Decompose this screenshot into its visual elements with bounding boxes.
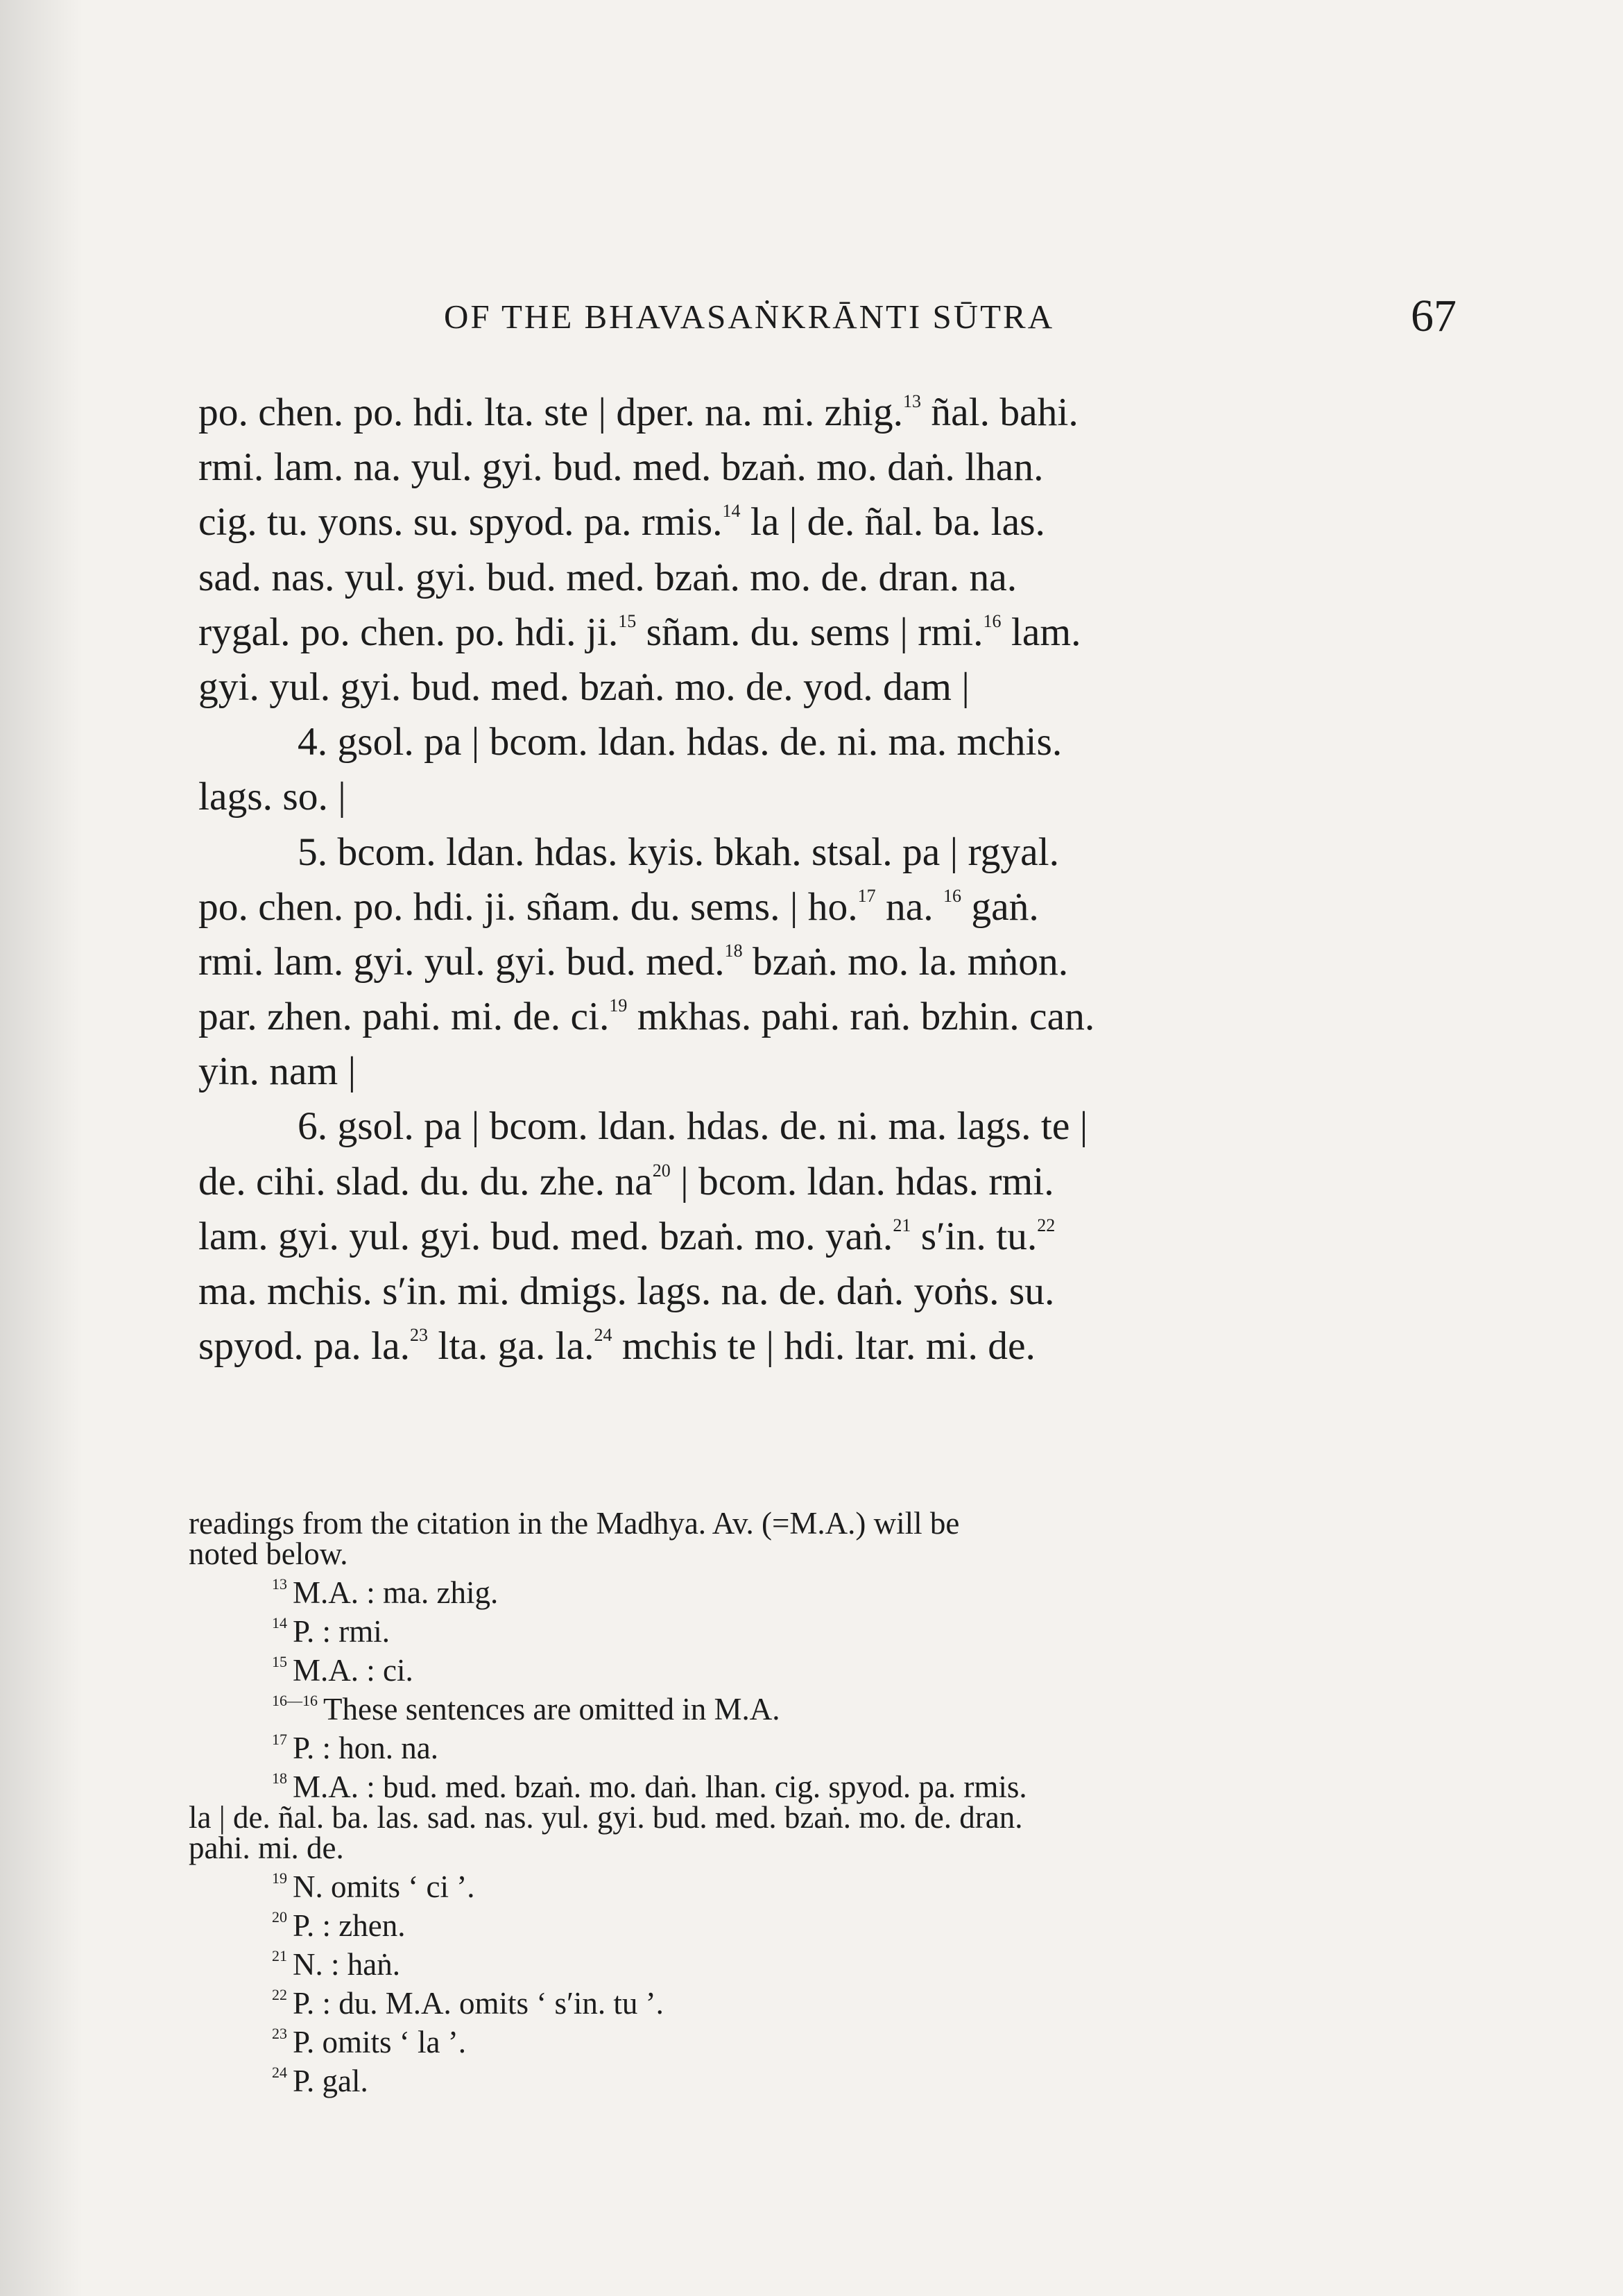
footnote: $^{15}$ M.A. : ci. <box>272 1653 413 1688</box>
paragraph-4-start: 4. gsol. pa | bcom. ldan. hdas. de. ni. ma. mchis. <box>298 720 1063 764</box>
footnote: $^{20}$ P. : zhen. <box>272 1908 406 1943</box>
text-line: spyod. pa. la.$^{23}$ lta. ga. la.$^{24}$ mchis te | hdi. ltar. mi. de. <box>198 1324 1036 1369</box>
text-line: cig. tu. yons. su. spyod. pa. rmis.$^{14}$ la | de. ñal. ba. las. <box>198 500 1045 545</box>
footnote: $^{23}$ P. omits ‘ la ’. <box>272 2025 467 2059</box>
paragraph-6-start: 6. gsol. pa | bcom. ldan. hdas. de. ni. ma. lags. te | <box>298 1104 1088 1149</box>
text-line: po. chen. po. hdi. ji. sñam. du. sems. | ho.$^{17}$ na. $^{16}$ gaṅ. <box>198 884 1039 929</box>
footnote: $^{16—16}$ These sentences are omitted in M.A. <box>272 1692 780 1727</box>
footnote: $^{22}$ P. : du. M.A. omits ‘ s′in. tu ’. <box>272 1986 664 2021</box>
paragraph-5-start: 5. bcom. ldan. hdas. kyis. bkah. stsal. pa | rgyal. <box>298 830 1060 874</box>
footnote-intro: readings from the citation in the Madhya. Av. (=M.A.) will be <box>189 1506 960 1541</box>
text-line: lags. so. | <box>198 775 346 819</box>
footnote: $^{14}$ P. : rmi. <box>272 1614 390 1649</box>
footnote: $^{19}$ N. omits ‘ ci ’. <box>272 1869 475 1904</box>
page-number: 67 <box>1411 291 1457 341</box>
text-line: par. zhen. pahi. mi. de. ci.$^{19}$ mkhas. pahi. raṅ. bzhin. can. <box>198 995 1095 1039</box>
text-line: rmi. lam. na. yul. gyi. bud. med. bzaṅ. mo. daṅ. lhan. <box>198 445 1044 490</box>
text-line: po. chen. po. hdi. lta. ste | dper. na. mi. zhig.$^{13}$ ñal. bahi. <box>198 391 1079 434</box>
footnote: $^{13}$ M.A. : ma. zhig. <box>272 1575 499 1610</box>
text-line: de. cihi. slad. du. du. zhe. $na^{20}$ | bcom. ldan. hdas. rmi. <box>198 1159 1054 1203</box>
text-line: gyi. yul. gyi. bud. med. bzaṅ. mo. de. yod. dam | <box>198 665 970 709</box>
scan-edge-shadow <box>0 0 83 2296</box>
text-line: rygal. po. chen. po. hdi. ji.$^{15}$ sñam. du. sems | rmi.$^{16}$ lam. <box>198 610 1081 654</box>
text-line: ma. mchis. s′in. mi. dmigs. lags. na. de. daṅ. yoṅs. su. <box>198 1269 1055 1313</box>
footnote: $^{21}$ N. : haṅ. <box>272 1947 400 1982</box>
text-line: rmi. lam. gyi. yul. gyi. bud. med.$^{18}$ bzaṅ. mo. la. mṅon. <box>198 939 1069 984</box>
text-line: yin. nam | <box>198 1050 357 1094</box>
footnote-continuation: pahi. mi. de. <box>189 1831 344 1865</box>
running-title: OF THE BHAVASAṄKRĀNTI SŪTRA <box>444 298 1055 336</box>
running-header <box>444 290 1457 345</box>
footnotes <box>189 1508 1423 2096</box>
text-line: sad. nas. yul. gyi. bud. med. bzaṅ. mo. de. dran. na. <box>198 555 1017 599</box>
footnote-continuation: la | de. ñal. ba. las. sad. nas. yul. gyi. bud. med. bzaṅ. mo. de. dran. <box>189 1800 1023 1835</box>
text-line: lam. gyi. yul. gyi. bud. med. bzaṅ. mo. yaṅ.$^{21}$ s′in. tu.$^{22}$ <box>198 1214 1056 1258</box>
footnote: $^{18}$ M.A. : bud. med. bzaṅ. mo. daṅ. lhan. cig. spyod. pa. rmis. <box>272 1770 1027 1804</box>
footnote: $^{24}$ P. gal. <box>272 2064 368 2098</box>
footnote-intro: noted below. <box>189 1536 348 1571</box>
footnote: $^{17}$ P. : hon. na. <box>272 1731 439 1765</box>
main-text <box>198 385 1461 1373</box>
